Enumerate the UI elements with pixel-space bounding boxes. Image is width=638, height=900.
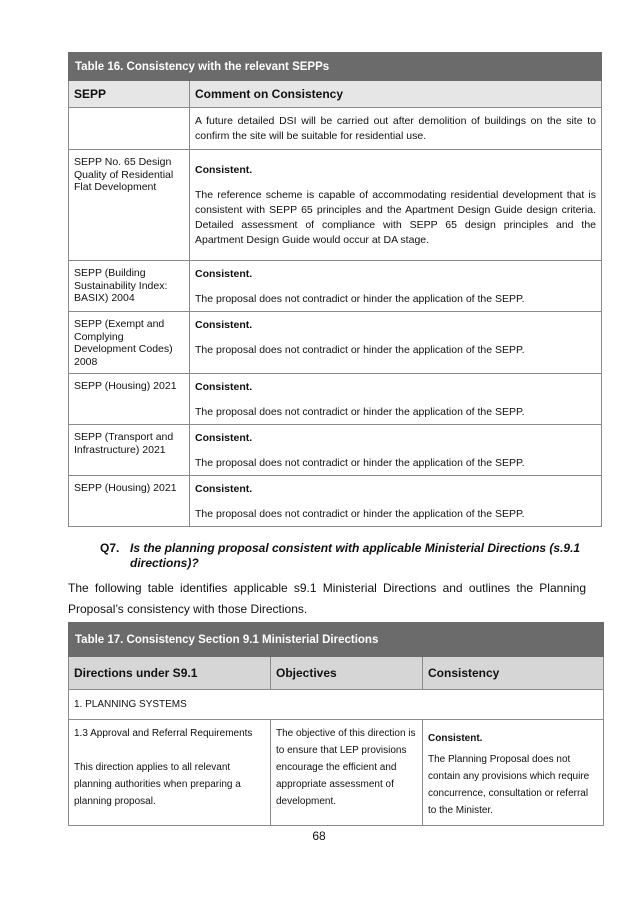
status-text: Consistent.	[195, 164, 253, 176]
comment-cell	[190, 374, 602, 425]
sepp-cell	[69, 108, 190, 150]
table-row	[69, 150, 602, 261]
comment-text: The proposal does not contradict or hinder the application of the SEPP.	[195, 457, 525, 469]
objective-cell: The objective of this direction is to ensure that LEP provisions encourage the efficient and appropriate assessment of development.	[271, 720, 423, 826]
sepp-cell: SEPP (Exempt and Complying Development Codes) 2008	[69, 312, 190, 374]
consistency-text: The Planning Proposal does not contain any provisions which require concurrence, consultation or referral to the Minister.	[428, 754, 590, 816]
comment-cell	[190, 261, 602, 312]
table-row	[69, 476, 602, 527]
page-number: 68	[312, 829, 326, 843]
sepp-cell: SEPP (Transport and Infrastructure) 2021	[69, 425, 190, 476]
table-row	[69, 312, 602, 374]
ministerial-directions-table	[68, 622, 604, 826]
status-text: Consistent.	[195, 381, 253, 393]
comment-text: The proposal does not contradict or hinder the application of the SEPP.	[195, 508, 525, 520]
comment-cell	[190, 150, 602, 261]
column-header: Comment on Consistency	[190, 81, 602, 108]
comment-cell	[190, 108, 602, 150]
column-header: Consistency	[423, 657, 604, 690]
comment-text: The proposal does not contradict or hinder the application of the SEPP.	[195, 406, 525, 418]
table-row	[69, 720, 604, 826]
comment-cell	[190, 476, 602, 527]
question-heading	[100, 541, 600, 571]
sepp-cell: SEPP (Housing) 2021	[69, 476, 190, 527]
comment-text: The proposal does not contradict or hinder the application of the SEPP.	[195, 344, 525, 356]
section-row: 1. PLANNING SYSTEMS	[69, 690, 604, 720]
question-text: Is the planning proposal consistent with applicable Ministerial Directions (s.9.1 directions)?	[130, 541, 581, 570]
comment-text: The proposal does not contradict or hinder the application of the SEPP.	[195, 293, 525, 305]
table-caption: Table 16. Consistency with the relevant SEPPs	[69, 53, 602, 81]
table-row	[69, 261, 602, 312]
comment-text: A future detailed DSI will be carried out after demolition of buildings on the site to confirm the site will be suitable for residential use.	[195, 115, 596, 142]
comment-cell	[190, 425, 602, 476]
status-text: Consistent.	[428, 733, 483, 744]
table-caption: Table 17. Consistency Section 9.1 Ministerial Directions	[69, 623, 604, 657]
comment-text: The reference scheme is capable of accommodating residential development that is consistent with SEPP 65 principles and the Apartment Design Guide design criteria. Detailed assessment of compliance with SEPP 65 design principles and the Apartment Design Guide would occur at DA stage.	[195, 189, 596, 246]
direction-text: This direction applies to all relevant planning authorities when preparing a planning proposal.	[74, 762, 241, 807]
status-text: Consistent.	[195, 319, 253, 331]
column-header: SEPP	[69, 81, 190, 108]
status-text: Consistent.	[195, 268, 253, 280]
column-header: Objectives	[271, 657, 423, 690]
status-text: Consistent.	[195, 432, 253, 444]
sepp-cell: SEPP (Housing) 2021	[69, 374, 190, 425]
direction-cell	[69, 720, 271, 826]
sepp-cell: SEPP No. 65 Design Quality of Residential Flat Development	[69, 150, 190, 261]
consistency-cell	[423, 720, 604, 826]
direction-title: 1.3 Approval and Referral Requirements	[74, 728, 253, 739]
sepp-cell: SEPP (Building Sustainability Index: BASIX) 2004	[69, 261, 190, 312]
comment-cell	[190, 312, 602, 374]
sepp-consistency-table	[68, 52, 602, 527]
question-number: Q7.	[100, 541, 120, 555]
status-text: Consistent.	[195, 483, 253, 495]
table-row	[69, 108, 602, 150]
table-row	[69, 374, 602, 425]
column-header: Directions under S9.1	[69, 657, 271, 690]
intro-paragraph: The following table identifies applicable s9.1 Ministerial Directions and outlines the Planning Proposal’s consistency with those Directions.	[68, 581, 586, 616]
table-row	[69, 425, 602, 476]
